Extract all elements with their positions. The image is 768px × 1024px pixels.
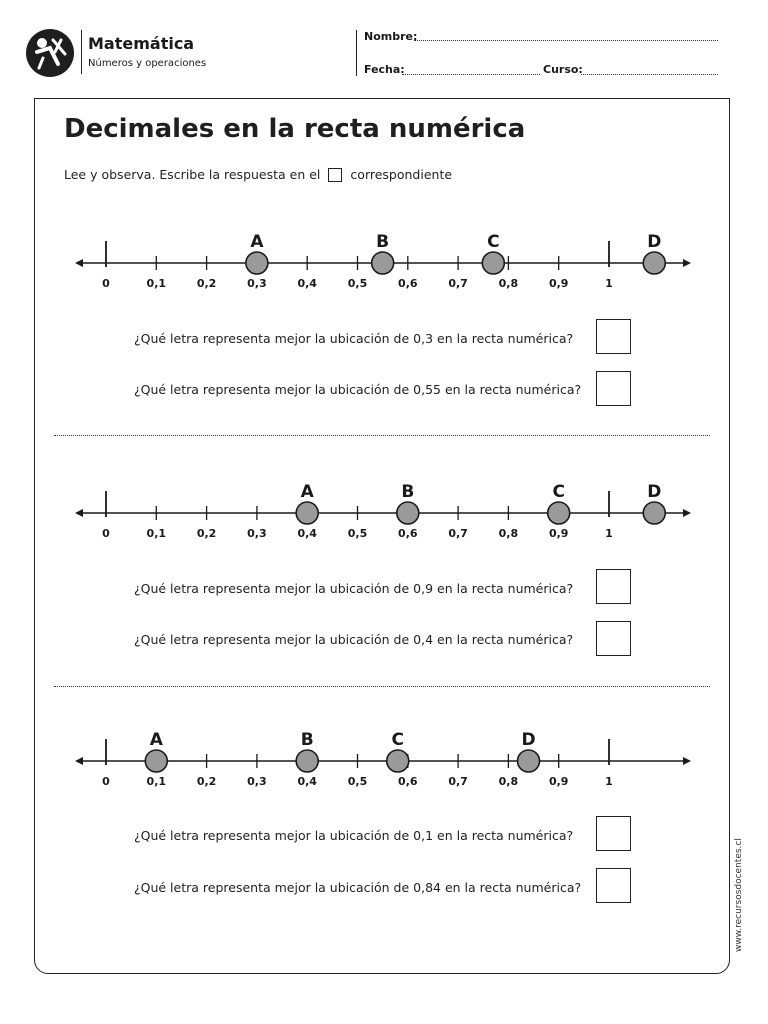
tick-label: 0 [102,775,110,788]
number-line-1 [0,220,768,300]
axis-arrow-left-icon [75,259,83,267]
tick-label: 1 [605,527,613,540]
tick-label: 0,3 [247,277,267,290]
date-label: Fecha: [364,63,405,76]
point-label: A [149,730,163,750]
worksheet-title: Decimales en la recta numérica [64,114,526,144]
axis-arrow-left-icon [75,509,83,517]
point-label: D [521,730,536,750]
point-marker [246,252,268,274]
number-line-2 [0,470,768,550]
answer-box-3b[interactable] [596,868,631,903]
date-field[interactable] [402,74,540,75]
instruction-text-start: Lee y observa. Escribe la respuesta en el [64,167,321,182]
point-marker [372,252,394,274]
point-marker [145,750,167,772]
form-divider [356,30,357,76]
point-label: A [250,232,264,252]
course-label: Curso: [543,63,583,76]
tick-label: 0,5 [347,527,368,540]
point-label: B [401,482,415,502]
question-1a: ¿Qué letra representa mejor la ubicación de 0,3 en la recta numérica? [134,331,574,346]
tick-label: 0,1 [146,527,167,540]
answer-box-2b[interactable] [596,621,631,656]
tick-label: 1 [605,775,613,788]
tick-label: 0,7 [448,775,468,788]
tick-label: 0,5 [347,277,368,290]
point-label: B [376,232,390,252]
name-label: Nombre: [364,30,418,43]
tick-label: 0,2 [196,527,217,540]
tick-label: 0,9 [548,775,569,788]
website-url: www.recursosdocentes.cl [734,838,744,952]
question-3a: ¿Qué letra representa mejor la ubicación de 0,1 en la recta numérica? [134,828,574,843]
tick-label: 0,8 [498,277,519,290]
point-label: C [487,232,500,252]
axis-arrow-right-icon [683,509,691,517]
logo-icon [25,28,75,78]
point-marker [643,252,665,274]
point-marker [397,502,419,524]
subject-title: Matemática [88,34,195,53]
course-field[interactable] [581,74,718,75]
tick-label: 0,6 [398,277,418,290]
point-marker [296,750,318,772]
tick-label: 0 [102,277,110,290]
point-label: C [552,482,565,502]
point-marker [518,750,540,772]
answer-box-1b[interactable] [596,371,631,406]
tick-label: 0,9 [548,527,569,540]
name-field[interactable] [414,40,718,41]
tick-label: 0,4 [297,277,317,290]
tick-label: 0,2 [196,277,217,290]
header-divider [81,30,82,74]
tick-label: 0,1 [146,277,167,290]
answer-box-1a[interactable] [596,319,631,354]
answer-box-icon [328,168,342,182]
axis-arrow-right-icon [683,259,691,267]
tick-label: 0 [102,527,110,540]
tick-label: 0,3 [247,775,267,788]
tick-label: 0,8 [498,775,519,788]
point-label: A [300,482,314,502]
tick-label: 0,7 [448,527,468,540]
point-label: B [300,730,314,750]
unit-subtitle: Números y operaciones [88,58,207,69]
question-1b: ¿Qué letra representa mejor la ubicación de 0,55 en la recta numérica? [134,382,582,397]
answer-box-3a[interactable] [596,816,631,851]
instruction [64,167,452,182]
answer-box-2a[interactable] [596,569,631,604]
point-label: D [647,232,662,252]
point-marker [643,502,665,524]
tick-label: 0,6 [398,527,418,540]
point-marker [387,750,409,772]
tick-label: 0,1 [146,775,167,788]
point-marker [482,252,504,274]
axis-arrow-left-icon [75,757,83,765]
section-divider [54,435,710,436]
tick-label: 0,7 [448,277,468,290]
tick-label: 0,4 [297,775,317,788]
question-3b: ¿Qué letra representa mejor la ubicación de 0,84 en la recta numérica? [134,880,582,895]
point-label: D [647,482,662,502]
tick-label: 0,6 [398,775,418,788]
tick-label: 0,9 [548,277,569,290]
tick-label: 0,4 [297,527,317,540]
tick-label: 1 [605,277,613,290]
question-2b: ¿Qué letra representa mejor la ubicación de 0,4 en la recta numérica? [134,632,574,647]
tick-label: 0,8 [498,527,519,540]
number-line-3 [0,718,768,798]
point-marker [548,502,570,524]
tick-label: 0,5 [347,775,368,788]
point-marker [296,502,318,524]
question-2a: ¿Qué letra representa mejor la ubicación de 0,9 en la recta numérica? [134,581,574,596]
point-label: C [391,730,404,750]
instruction-text-end: correspondiente [350,167,453,182]
section-divider [54,686,710,687]
tick-label: 0,2 [196,775,217,788]
tick-label: 0,3 [247,527,267,540]
axis-arrow-right-icon [683,757,691,765]
